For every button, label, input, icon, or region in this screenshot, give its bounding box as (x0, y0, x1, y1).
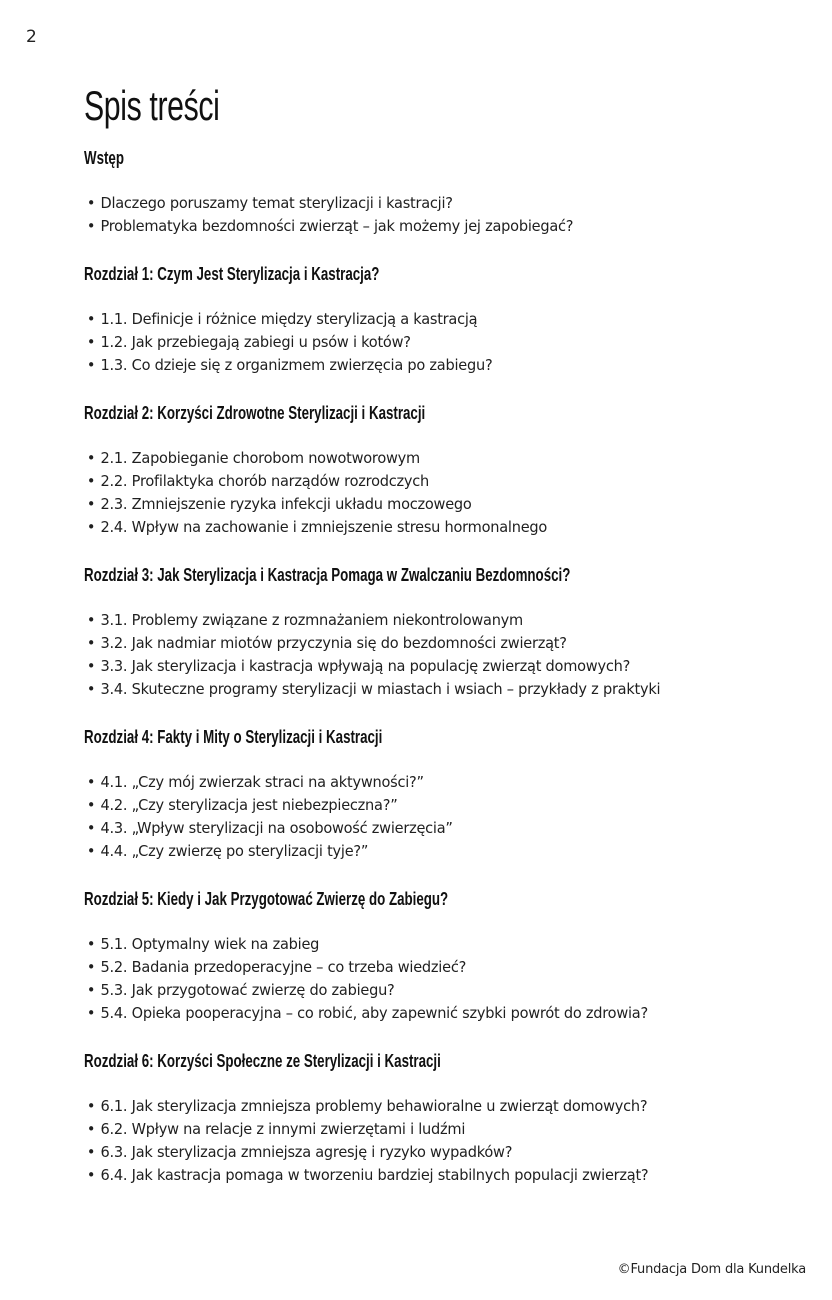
section-items (84, 1095, 804, 1187)
toc-item (84, 470, 782, 493)
bullet-icon: • (86, 680, 96, 698)
toc-item-label: 2.3. Zmniejszenie ryzyka infekcji układu moczowego (100, 495, 472, 513)
toc-section (84, 401, 804, 539)
toc-item-label: Dlaczego poruszamy temat sterylizacji i kastracji? (100, 194, 453, 212)
section-items (84, 609, 804, 701)
toc-item (84, 1095, 782, 1118)
toc-item-label: 3.2. Jak nadmiar miotów przyczynia się do bezdomności zwierząt? (100, 634, 567, 652)
toc-sections (84, 146, 804, 1187)
toc-item-label: 4.3. „Wpływ sterylizacji na osobowość zwierzęcia” (100, 819, 453, 837)
toc-section (84, 887, 804, 1025)
toc-item (84, 215, 782, 238)
toc-item-label: 6.2. Wpływ na relacje z innymi zwierzętami i ludźmi (100, 1120, 466, 1138)
bullet-icon: • (86, 935, 96, 953)
toc-item (84, 771, 782, 794)
bullet-icon: • (86, 657, 96, 675)
bullet-icon: • (86, 194, 96, 212)
toc-item-label: 1.1. Definicje i różnice między sterylizacją a kastracją (100, 310, 478, 328)
toc-item-label: 5.2. Badania przedoperacyjne – co trzeba wiedzieć? (100, 958, 467, 976)
toc-item (84, 933, 782, 956)
toc-item (84, 840, 782, 863)
section-heading: Rozdział 4: Fakty i Mity o Sterylizacji i Kastracji (84, 727, 383, 747)
toc-item-label: Problematyka bezdomności zwierząt – jak możemy jej zapobiegać? (100, 217, 574, 235)
toc-item-label: 6.4. Jak kastracja pomaga w tworzeniu bardziej stabilnych populacji zwierząt? (100, 1166, 649, 1184)
toc-item-label: 1.3. Co dzieje się z organizmem zwierzęcia po zabiegu? (100, 356, 493, 374)
toc-item (84, 493, 782, 516)
toc-item (84, 979, 782, 1002)
toc-section (84, 725, 804, 863)
bullet-icon: • (86, 518, 96, 536)
bullet-icon: • (86, 449, 96, 467)
toc-section (84, 563, 804, 701)
section-heading: Rozdział 6: Korzyści Społeczne ze Sterylizacji i Kastracji (84, 1051, 441, 1071)
toc-item-label: 4.1. „Czy mój zwierzak straci na aktywności?” (100, 773, 424, 791)
bullet-icon: • (86, 333, 96, 351)
toc-item-label: 5.1. Optymalny wiek na zabieg (100, 935, 320, 953)
bullet-icon: • (86, 472, 96, 490)
toc-item (84, 331, 782, 354)
bullet-icon: • (86, 796, 96, 814)
bullet-icon: • (86, 634, 96, 652)
bullet-icon: • (86, 611, 96, 629)
section-items (84, 308, 804, 377)
section-items (84, 192, 804, 238)
toc-item-label: 5.4. Opieka pooperacyjna – co robić, aby zapewnić szybki powrót do zdrowia? (100, 1004, 648, 1022)
toc-item-label: 3.3. Jak sterylizacja i kastracja wpływają na populację zwierząt domowych? (100, 657, 631, 675)
bullet-icon: • (86, 1097, 96, 1115)
toc-item-label: 6.3. Jak sterylizacja zmniejsza agresję i ryzyko wypadków? (100, 1143, 513, 1161)
bullet-icon: • (86, 1120, 96, 1138)
section-items (84, 771, 804, 863)
toc-item (84, 1002, 782, 1025)
section-items (84, 447, 804, 539)
table-of-contents (84, 80, 804, 1187)
toc-item (84, 794, 782, 817)
bullet-icon: • (86, 981, 96, 999)
toc-item (84, 516, 782, 539)
toc-item (84, 1118, 782, 1141)
section-heading: Rozdział 3: Jak Sterylizacja i Kastracja Pomaga w Zwalczaniu Bezdomności? (84, 565, 571, 585)
bullet-icon: • (86, 356, 96, 374)
toc-item-label: 2.2. Profilaktyka chorób narządów rozrodczych (100, 472, 429, 490)
toc-item-label: 4.4. „Czy zwierzę po sterylizacji tyje?” (100, 842, 369, 860)
toc-item (84, 609, 782, 632)
toc-item (84, 655, 782, 678)
bullet-icon: • (86, 1166, 96, 1184)
section-heading: Rozdział 5: Kiedy i Jak Przygotować Zwierzę do Zabiegu? (84, 889, 449, 909)
bullet-icon: • (86, 1143, 96, 1161)
toc-section (84, 262, 804, 377)
toc-item-label: 1.2. Jak przebiegają zabiegi u psów i kotów? (100, 333, 411, 351)
toc-item (84, 1141, 782, 1164)
section-items (84, 933, 804, 1025)
toc-item (84, 308, 782, 331)
toc-item (84, 354, 782, 377)
bullet-icon: • (86, 773, 96, 791)
toc-item (84, 447, 782, 470)
bullet-icon: • (86, 495, 96, 513)
page-title: Spis treści (84, 82, 220, 129)
footer-copyright: ©Fundacja Dom dla Kundelka (617, 1262, 806, 1277)
toc-item (84, 956, 782, 979)
toc-item-label: 4.2. „Czy sterylizacja jest niebezpieczna?” (100, 796, 398, 814)
toc-section (84, 146, 804, 238)
toc-item (84, 817, 782, 840)
toc-item (84, 678, 782, 701)
toc-item-label: 3.1. Problemy związane z rozmnażaniem niekontrolowanym (100, 611, 523, 629)
toc-section (84, 1049, 804, 1187)
toc-item (84, 192, 782, 215)
toc-item (84, 632, 782, 655)
bullet-icon: • (86, 217, 96, 235)
bullet-icon: • (86, 842, 96, 860)
bullet-icon: • (86, 819, 96, 837)
toc-item-label: 5.3. Jak przygotować zwierzę do zabiegu? (100, 981, 395, 999)
toc-item-label: 3.4. Skuteczne programy sterylizacji w miastach i wsiach – przykłady z praktyki (100, 680, 661, 698)
bullet-icon: • (86, 1004, 96, 1022)
toc-item-label: 2.4. Wpływ na zachowanie i zmniejszenie stresu hormonalnego (100, 518, 548, 536)
section-heading: Wstęp (84, 148, 124, 168)
page-number: 2 (26, 27, 37, 47)
section-heading: Rozdział 2: Korzyści Zdrowotne Sterylizacji i Kastracji (84, 403, 426, 423)
toc-item-label: 6.1. Jak sterylizacja zmniejsza problemy behawioralne u zwierząt domowych? (100, 1097, 648, 1115)
toc-item-label: 2.1. Zapobieganie chorobom nowotworowym (100, 449, 420, 467)
toc-item (84, 1164, 782, 1187)
bullet-icon: • (86, 310, 96, 328)
bullet-icon: • (86, 958, 96, 976)
section-heading: Rozdział 1: Czym Jest Sterylizacja i Kastracja? (84, 264, 380, 284)
